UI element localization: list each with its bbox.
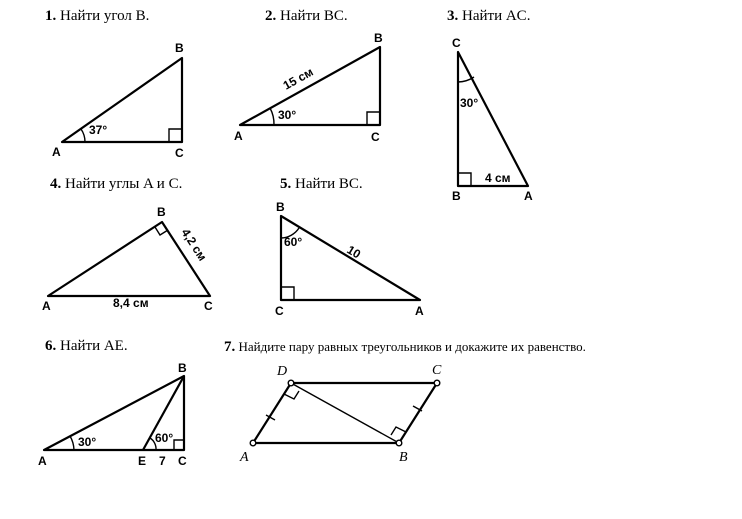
right-angle-mark-b-3	[458, 173, 471, 186]
problem-2-figure	[234, 31, 383, 144]
vertex-c-2: C	[371, 130, 380, 144]
angle-label-a-2: 30°	[278, 108, 297, 122]
angle-label-a-1: 37°	[89, 123, 108, 137]
angle-label-c-3: 30°	[460, 96, 479, 110]
vertex-b-7: B	[399, 450, 408, 465]
side-label-ab-2: 15 см	[280, 64, 316, 93]
vertex-a-3: A	[524, 189, 533, 203]
vertex-c-7: C	[432, 363, 442, 378]
vertex-c-3: C	[452, 36, 461, 50]
problem-2-caption: 2. Найти BC.	[265, 8, 348, 24]
vertex-e-6: E	[138, 454, 147, 468]
problem-1-caption: 1. Найти угол B.	[45, 8, 150, 24]
vertex-a-6: A	[38, 454, 47, 468]
vertex-c-1: C	[175, 146, 184, 160]
angle-arc-a-2	[270, 108, 274, 125]
triangle-abc-3	[458, 52, 528, 186]
triangle-abc-2	[240, 47, 380, 125]
triangle-abc-1	[62, 58, 182, 142]
diagonal-db-7	[291, 383, 399, 443]
right-angle-mark-c-1	[169, 129, 182, 142]
point-c-7	[434, 380, 440, 386]
problem-4-figure	[42, 205, 213, 313]
vertex-c-6: C	[178, 454, 187, 468]
segment-label-ec-6: 7	[159, 454, 166, 468]
problem-1-figure	[52, 41, 184, 160]
vertex-a-2: A	[234, 129, 243, 143]
vertex-b-1: B	[175, 41, 184, 55]
problem-6-caption: 6. Найти AE.	[45, 338, 128, 354]
vertex-c-4: C	[204, 299, 213, 313]
vertex-a-5: A	[415, 304, 424, 318]
vertex-b-6: B	[178, 361, 187, 375]
right-angle-mark-c-5	[281, 287, 294, 300]
problem-7-figure	[239, 363, 442, 465]
problem-6-figure	[38, 361, 187, 468]
vertex-b-4: B	[157, 205, 166, 219]
vertex-d-7: D	[277, 364, 288, 379]
point-d-7	[288, 380, 294, 386]
side-label-ba-3: 4 см	[485, 171, 511, 185]
vertex-b-2: B	[374, 31, 383, 45]
angle-label-e-6: 60°	[155, 431, 174, 445]
problem-4-caption: 4. Найти углы A и C.	[50, 176, 183, 192]
problem-7-caption: 7. Найдите пару равных треугольников и докажите их равенство.	[224, 339, 586, 355]
side-label-ac-4: 8,4 см	[113, 296, 149, 310]
side-label-bc-4: 4,2 см	[178, 226, 210, 264]
vertex-a-1: A	[52, 145, 61, 159]
point-b-7	[396, 440, 402, 446]
problem-5-figure	[275, 200, 424, 318]
problem-3-caption: 3. Найти AC.	[447, 8, 531, 24]
point-a-7	[250, 440, 256, 446]
vertex-a-4: A	[42, 299, 51, 313]
right-angle-mark-c-6	[174, 440, 184, 450]
problem-3-figure	[452, 36, 533, 203]
problem-5-caption: 5. Найти BC.	[280, 176, 363, 192]
vertex-a-7: A	[240, 450, 249, 465]
vertex-c-5: C	[275, 304, 284, 318]
side-label-ab-5: 10	[344, 242, 364, 262]
angle-arc-a-1	[81, 129, 85, 142]
right-angle-mark-c-2	[367, 112, 380, 125]
angle-label-a-6: 30°	[78, 435, 97, 449]
angle-arc-a-6	[70, 436, 74, 450]
angle-label-b-5: 60°	[284, 235, 303, 249]
vertex-b-5: B	[276, 200, 285, 214]
vertex-b-3: B	[452, 189, 461, 203]
